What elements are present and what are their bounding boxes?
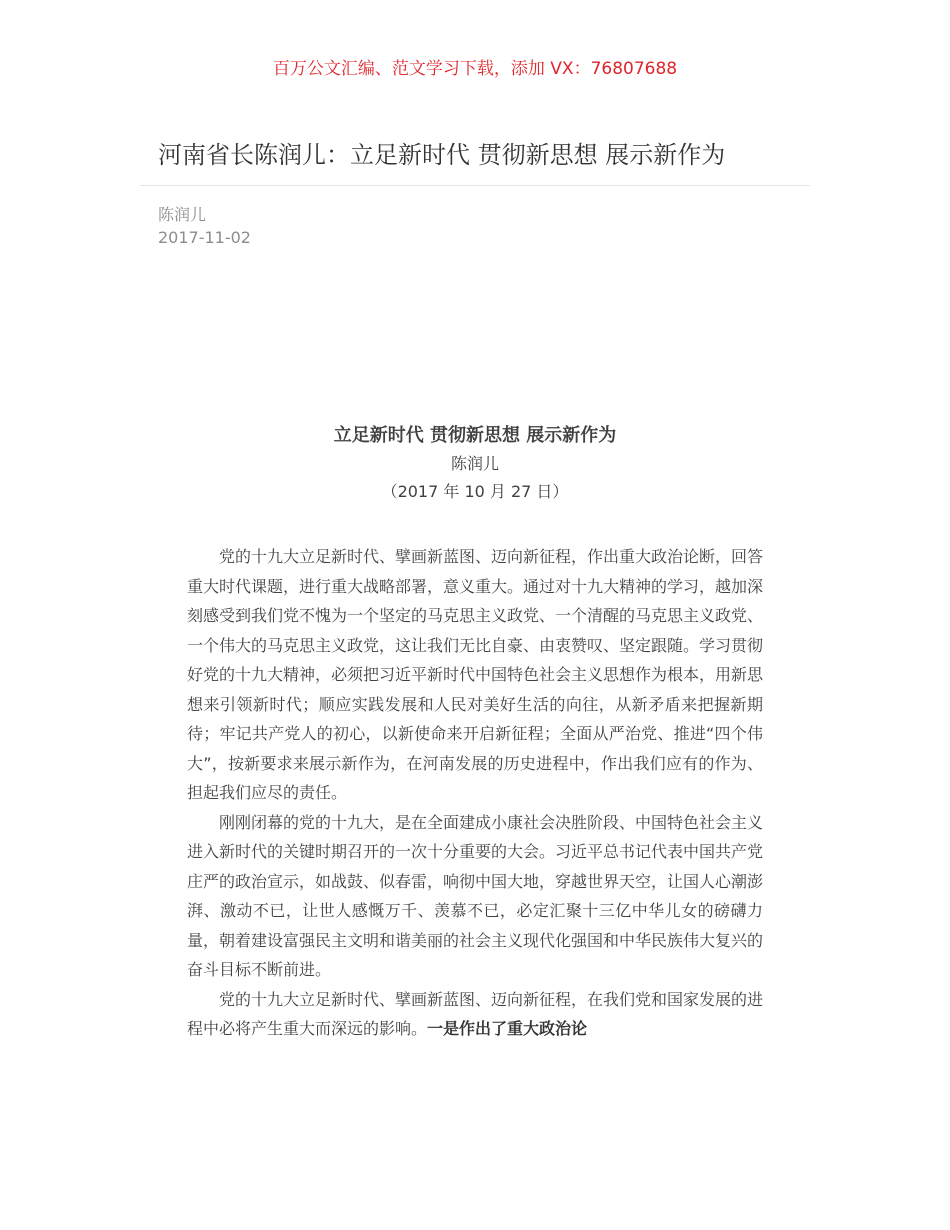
post-date: 2017-11-02 (158, 228, 251, 247)
article-title: 立足新时代 贯彻新思想 展示新作为 (333, 425, 617, 446)
article-text (187, 542, 763, 1044)
promo-banner: 百万公文汇编、范文学习下载，添加 VX：76807688 (272, 59, 678, 79)
paragraph: 刚刚闭幕的党的十九大，是在全面建成小康社会决胜阶段、中国特色社会主义进入新时代的关键时期召开的一次十分重要的大会。习近平总书记代表中国共产党庄严的政治宣示，如战鼓、似春雷，响彻中国大地，穿越世界天空，让国人心潮澎湃、激动不已，让世人感慨万千、羡慕不已，必定汇聚十三亿中华儿女的磅礴力量，朝着建设富强民主文明和谐美丽的社会主义现代化强国和中华民族伟大复兴的奋斗目标不断前进。 (187, 812, 764, 979)
article-body (187, 422, 763, 1044)
article-date: （2017 年 10 月 27 日） (381, 482, 569, 501)
page-title: 河南省长陈润儿：立足新时代 贯彻新思想 展示新作为 (158, 141, 726, 169)
paragraph (187, 985, 763, 1044)
post-author: 陈润儿 (158, 205, 207, 224)
paragraph-text: 党的十九大立足新时代、擘画新蓝图、迈向新征程，在我们党和国家发展的进程中必将产生重大而深远的影响。 (187, 989, 764, 1038)
article-author: 陈润儿 (450, 454, 499, 473)
title-divider (140, 185, 810, 186)
paragraph: 党的十九大立足新时代、擘画新蓝图、迈向新征程，作出重大政治论断，回答重大时代课题，进行重大战略部署，意义重大。通过对十九大精神的学习，越加深刻感受到我们党不愧为一个坚定的马克思主义政党、一个清醒的马克思主义政党、一个伟大的马克思主义政党，这让我们无比自豪、由衷赞叹、坚定跟随。学习贯彻好党的十九大精神，必须把习近平新时代中国特色社会主义思想作为根本，用新思想来引领新时代；顺应实践发展和人民对美好生活的向往，从新矛盾来把握新期待；牢记共产党人的初心，以新使命来开启新征程；全面从严治党、推进“四个伟大”，按新要求来展示新作为，在河南发展的历史进程中，作出我们应有的作为、担起我们应尽的责任。 (187, 547, 764, 802)
paragraph-bold-text: 一是作出了重大政治论 (427, 1019, 588, 1038)
